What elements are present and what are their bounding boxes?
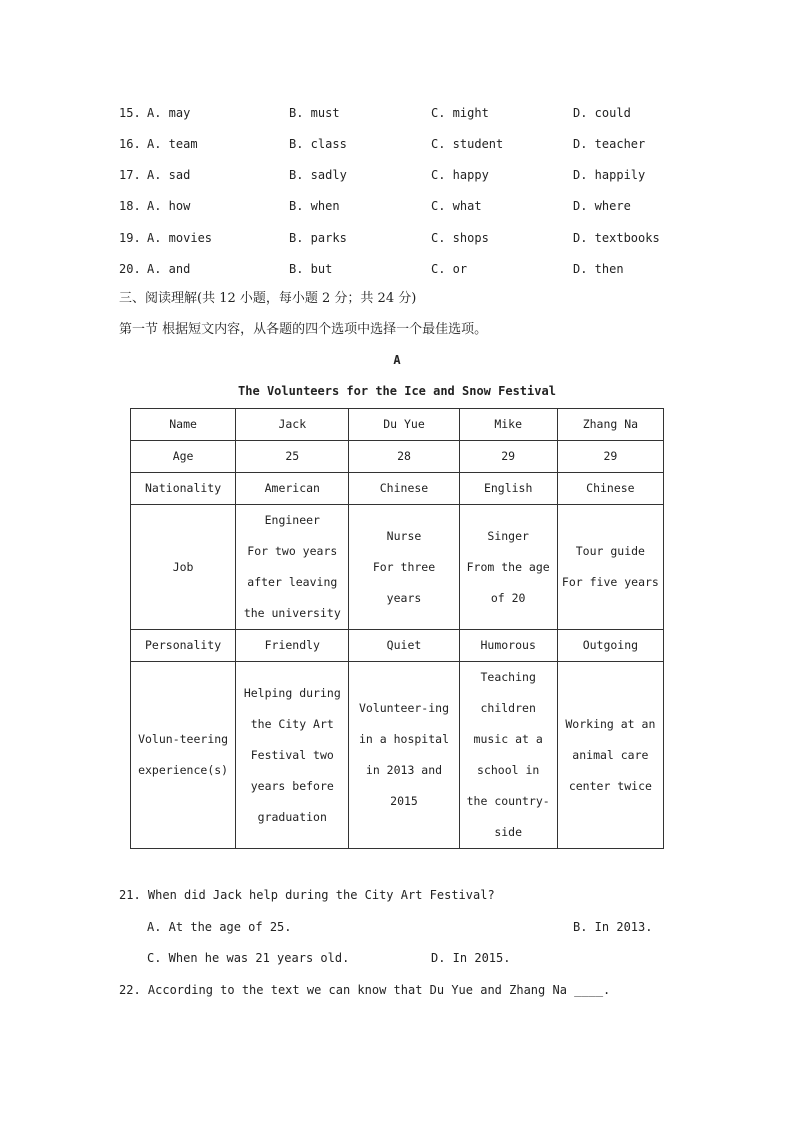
table-cell: American bbox=[236, 473, 349, 505]
table-cell: Friendly bbox=[236, 630, 349, 662]
option-d: D. teacher bbox=[573, 137, 646, 151]
table-row-age bbox=[131, 441, 664, 473]
question-number: 18. bbox=[119, 199, 141, 213]
question-21-option-a: A. At the age of 25. bbox=[147, 920, 292, 934]
option-d: D. then bbox=[573, 262, 624, 276]
table-cell: Jack bbox=[236, 409, 349, 441]
table-cell: Teaching children music at a school in the country-side bbox=[459, 662, 557, 849]
option-a: A. how bbox=[147, 199, 191, 213]
option-c: C. might bbox=[431, 106, 489, 120]
option-a: A. sad bbox=[147, 168, 191, 182]
question-21-option-c: C. When he was 21 years old. bbox=[147, 951, 350, 965]
table-cell: Helping during the City Art Festival two years before graduation bbox=[236, 662, 349, 849]
table-cell: Age bbox=[131, 441, 236, 473]
table-cell: Nurse For three years bbox=[349, 505, 459, 630]
passage-letter: A bbox=[393, 353, 401, 367]
option-d: D. textbooks bbox=[573, 231, 660, 245]
option-d: D. happily bbox=[573, 168, 646, 182]
option-b: B. parks bbox=[289, 231, 347, 245]
question-number: 16. bbox=[119, 137, 141, 151]
table-row-nationality bbox=[131, 473, 664, 505]
section-instruction: 第一节 根据短文内容，从各题的四个选项中选择一个最佳选项。 bbox=[119, 322, 488, 337]
table-cell: Mike bbox=[459, 409, 557, 441]
table-cell: 29 bbox=[459, 441, 557, 473]
option-b: B. but bbox=[289, 262, 333, 276]
table-cell: Tour guide For five years bbox=[557, 505, 663, 630]
question-21-stem: 21. When did Jack help during the City Art Festival? bbox=[119, 888, 495, 902]
question-21-option-b: B. In 2013. bbox=[573, 920, 653, 934]
table-title: The Volunteers for the Ice and Snow Festival bbox=[238, 384, 556, 398]
table-cell: Nationality bbox=[131, 473, 236, 505]
table-cell: Zhang Na bbox=[557, 409, 663, 441]
question-22-stem: 22. According to the text we can know that Du Yue and Zhang Na ____. bbox=[119, 983, 611, 997]
table-cell: Volunteer-ing in a hospital in 2013 and 2015 bbox=[349, 662, 459, 849]
option-c: C. happy bbox=[431, 168, 489, 182]
table-cell: 25 bbox=[236, 441, 349, 473]
table-cell: Job bbox=[131, 505, 236, 630]
table-cell: English bbox=[459, 473, 557, 505]
option-c: C. or bbox=[431, 262, 468, 276]
option-a: A. may bbox=[147, 106, 191, 120]
option-c: C. student bbox=[431, 137, 504, 151]
option-d: D. could bbox=[573, 106, 631, 120]
option-a: A. and bbox=[147, 262, 191, 276]
table-cell: Quiet bbox=[349, 630, 459, 662]
table-cell: Engineer For two years after leaving the university bbox=[236, 505, 349, 630]
question-number: 20. bbox=[119, 262, 141, 276]
option-b: B. sadly bbox=[289, 168, 347, 182]
table-cell: Name bbox=[131, 409, 236, 441]
question-21-option-d: D. In 2015. bbox=[431, 951, 511, 965]
question-number: 19. bbox=[119, 231, 141, 245]
option-a: A. movies bbox=[147, 231, 213, 245]
table-cell: Working at an animal care center twice bbox=[557, 662, 663, 849]
table-row-job bbox=[131, 505, 664, 630]
question-number: 15. bbox=[119, 106, 141, 120]
table-cell: Du Yue bbox=[349, 409, 459, 441]
table-row-name bbox=[131, 409, 664, 441]
option-b: B. must bbox=[289, 106, 340, 120]
section-heading: 三、阅读理解(共 12 小题，每小题 2 分；共 24 分) bbox=[119, 291, 417, 306]
option-b: B. class bbox=[289, 137, 347, 151]
table-cell: Chinese bbox=[349, 473, 459, 505]
table-row-personality bbox=[131, 630, 664, 662]
table-cell: Humorous bbox=[459, 630, 557, 662]
option-c: C. shops bbox=[431, 231, 489, 245]
option-d: D. where bbox=[573, 199, 631, 213]
option-b: B. when bbox=[289, 199, 340, 213]
table-cell: Singer From the age of 20 bbox=[459, 505, 557, 630]
question-number: 17. bbox=[119, 168, 141, 182]
table-cell: Personality bbox=[131, 630, 236, 662]
table-cell: Outgoing bbox=[557, 630, 663, 662]
table-cell: Volun-teering experience(s) bbox=[131, 662, 236, 849]
option-c: C. what bbox=[431, 199, 482, 213]
option-a: A. team bbox=[147, 137, 198, 151]
table-cell: Chinese bbox=[557, 473, 663, 505]
table-cell: 29 bbox=[557, 441, 663, 473]
volunteers-table bbox=[130, 408, 664, 849]
table-cell: 28 bbox=[349, 441, 459, 473]
table-row-experience bbox=[131, 662, 664, 849]
